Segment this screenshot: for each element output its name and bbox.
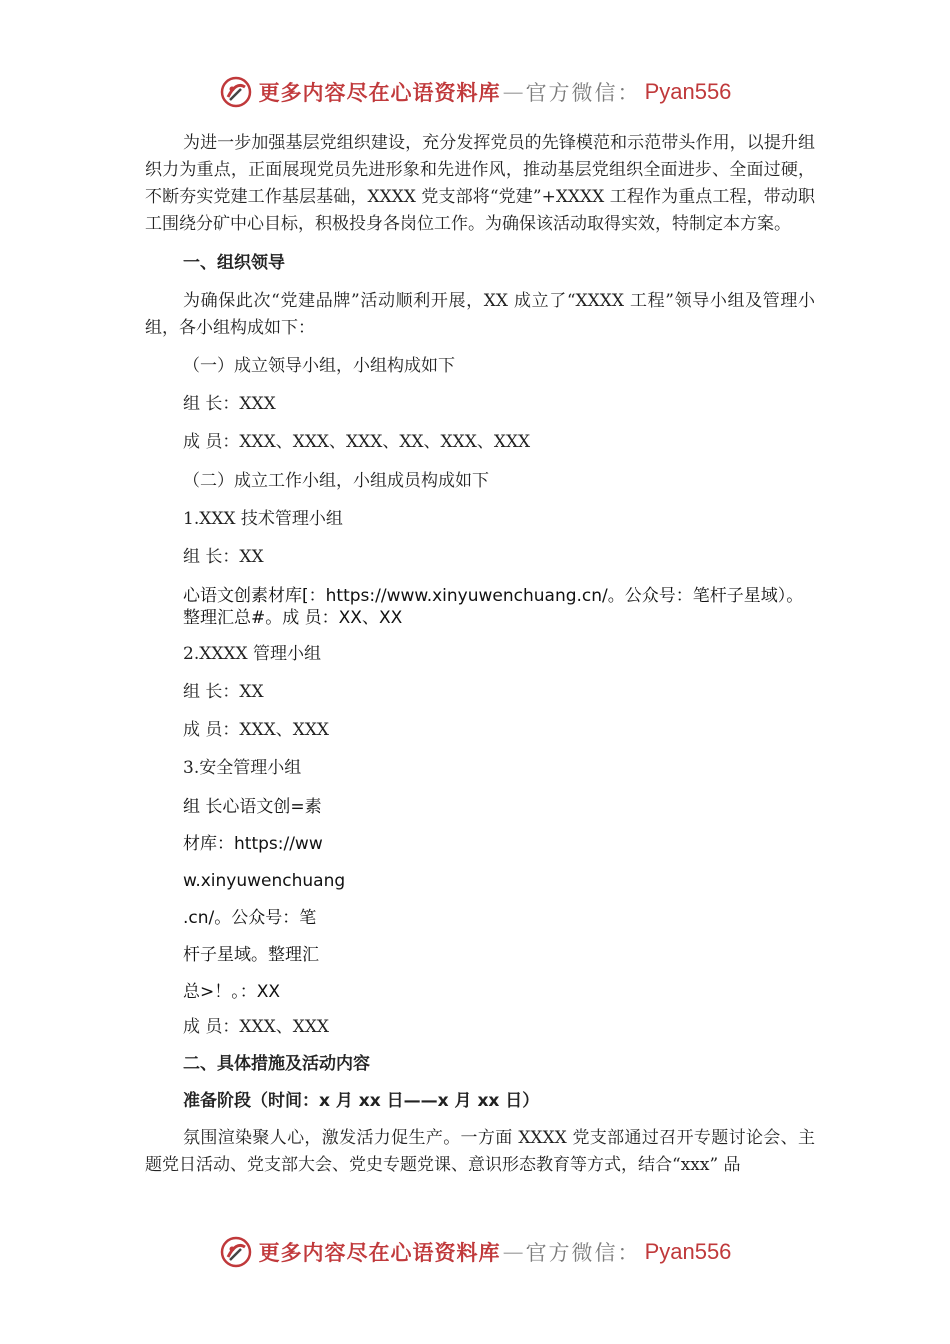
banner-official-label: 官方微信： (525, 81, 641, 105)
organization-intro: 为确保此次“党建品牌”活动顺利开展，XX 成立了“XXXX 工程”领导小组及管理小组，各小组构成如下： (145, 291, 815, 338)
intro-paragraph: 为进一步加强基层党组织建设，充分发挥党员的先锋模范和示范带头作用，以提升组织力为重点，正面展现党员先进形象和先进作风，推动基层党组织全面进步、全面过硬，不断夯实党建工作基层基础，XXXX 党支部将“党建”+XXXX 工程作为重点工程，带动职工围绕分矿中心目标，积极投身各岗位工作。为确保该活动取得实效，特制定本方案。 (145, 133, 815, 234)
header-banner (0, 72, 950, 112)
section-heading-organization: 一、组织领导 (183, 253, 285, 273)
tech-group-members-watermark: 心语文创素材库[：https://www.xinyuwenchuang.cn/。公众号：笔杆子星域）。整理汇总#。成 员：XX、XX (183, 586, 804, 628)
banner-brand-text: 更多内容尽在心语资料库 (258, 80, 501, 105)
banner-brand-text: 更多内容尽在心语资料库 (258, 1240, 501, 1265)
mgmt-group-title: 2.XXXX 管理小组 (183, 644, 322, 664)
banner-official-label: 官方微信： (525, 1241, 641, 1265)
mgmt-group-leader: 组 长：XX (183, 682, 264, 702)
tech-group-title: 1.XXX 技术管理小组 (183, 509, 343, 529)
safety-group-leader-line: 组 长心语文创=素 (183, 797, 322, 817)
work-group-title: （二）成立工作小组，小组成员构成如下 (183, 471, 489, 491)
safety-group-leader-line: w.xinyuwenchuang (183, 871, 346, 891)
section-heading-measures: 二、具体措施及活动内容 (183, 1054, 370, 1074)
safety-group-title: 3.安全管理小组 (183, 758, 302, 778)
brand-logo-icon (219, 1235, 253, 1269)
preparation-stage-body: 氛围渲染聚人心，激发活力促生产。一方面 XXXX 党支部通过召开专题讨论会、主题党日活动、党支部大会、党史专题党课、意识形态教育等方式，结合“xxx” 品 (145, 1128, 815, 1175)
safety-group-leader-line: 材库：https://ww (183, 834, 323, 854)
preparation-stage-heading: 准备阶段（时间：x 月 xx 日——x 月 xx 日） (183, 1091, 540, 1111)
banner-separator: — (502, 1240, 524, 1264)
safety-group-members: 成 员：XXX、XXX (183, 1017, 330, 1037)
mgmt-group-members: 成 员：XXX、XXX (183, 720, 330, 740)
safety-group-leader-line: .cn/。公众号：笔 (183, 908, 317, 928)
document-body (145, 130, 815, 1179)
banner-wechat-id: Pyan556 (644, 1239, 732, 1264)
tech-group-leader: 组 长：XX (183, 547, 264, 567)
leadership-group-members: 成 员：XXX、XXX、XXX、XX、XXX、XXX (183, 432, 531, 452)
brand-logo-icon (219, 75, 253, 109)
banner-wechat-id: Pyan556 (644, 79, 732, 104)
safety-group-leader-line: 杆子星域。整理汇 (183, 945, 319, 965)
footer-banner (0, 1232, 950, 1272)
safety-group-leader-line: 总>！。：XX (183, 982, 281, 1002)
banner-separator: — (502, 80, 524, 104)
leadership-group-title: （一）成立领导小组，小组构成如下 (183, 356, 455, 376)
leadership-group-leader: 组 长：XXX (183, 394, 276, 414)
